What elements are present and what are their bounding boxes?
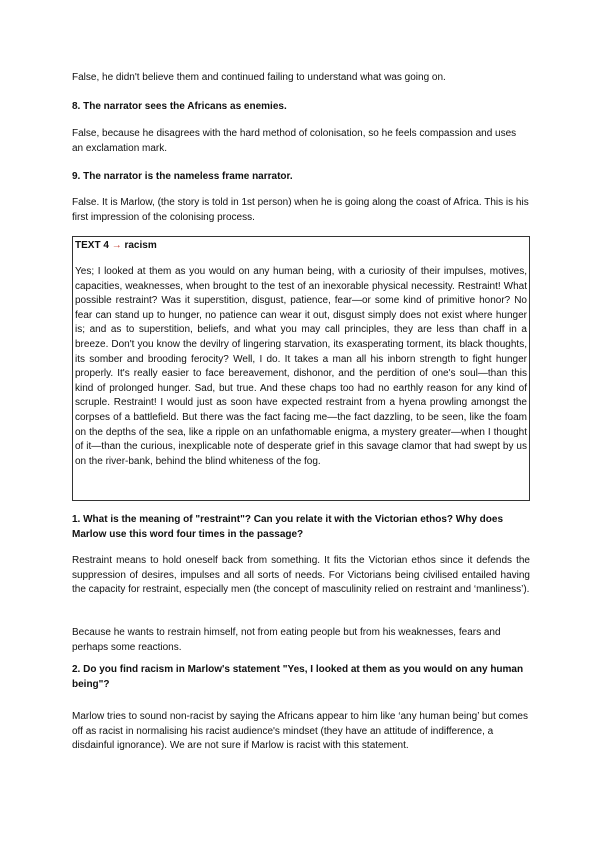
answer-9-text: False. It is Marlow, (the story is told in 1st person) when he is going along the coast of Africa. This is his first impression of the colonising process.: [72, 197, 529, 223]
answer-1-paragraph-2: Because he wants to restrain himself, not from eating people but from his weaknesses, fears and perhaps some reactions.: [72, 627, 501, 653]
answer-1-paragraph-1: Restraint means to hold oneself back from something. It fits the Victorian ethos since it defends the suppression of desires, impulses and all sorts of needs. For Victorians being civilised entailed having the capacity for restraint, especially men (the concept of masculinity relied on restraint and ‘manliness’).: [72, 555, 530, 595]
text-4-box: [72, 236, 530, 501]
text-4-label: TEXT 4: [75, 240, 109, 251]
text-4-title: [75, 239, 527, 253]
arrow-right-icon: →: [111, 240, 122, 251]
text-4-topic: racism: [124, 240, 157, 251]
question-1-heading: 1. What is the meaning of "restraint"? Can you relate it with the Victorian ethos? Why does Marlow use this word four times in the passage?: [72, 514, 504, 540]
question-9-heading: 9. The narrator is the nameless frame narrator.: [72, 171, 293, 182]
answer-8-text: False, because he disagrees with the hard method of colonisation, so he feels compassion and uses an exclamation mark.: [72, 128, 517, 154]
question-2-heading: 2. Do you find racism in Marlow's statement "Yes, I looked at them as you would on any human being"?: [72, 664, 524, 690]
answer-2-text: Marlow tries to sound non-racist by saying the Africans appear to him like ‘any human being’ but comes off as racist in normalising his racist audience's mindset (they have an attitude of indifference, a disdainful ignorance). We are not sure if Marlow is racist with this statement.: [72, 711, 528, 751]
question-8-heading: 8. The narrator sees the Africans as enemies.: [72, 101, 287, 112]
text-4-passage: Yes; I looked at them as you would on any human being, with a curiosity of their impulses, motives, capacities, weaknesses, when brought to the test of an inexorable physical necessity. Restraint! What possible restraint? Was it superstition, disgust, patience, fear—or some kind of primitive honor? No fear can stand up to hunger, no patience can wear it out, disgust simply does not exist where hunger is; and as to superstition, beliefs, and what you may call principles, they are less than chaff in a breeze. Don't you know the devilry of lingering starvation, its exasperating torment, its black thoughts, its somber and brooding ferocity? Well, I do. It takes a man all his inborn strength to fight hunger properly. It's really easier to face bereavement, dishonor, and the perdition of one's soul—than this kind of prolonged hunger. Sad, but true. And these chaps too had no earthly reason for any kind of scruple. Restraint! I would just as soon have expected restraint from a hyena prowling amongst the corpses of a battlefield. But there was the fact facing me—the fact dazzling, to be seen, like the foam on the depths of the sea, like a ripple on an unfathomable enigma, a mystery greater—when I thought of it—than the curious, inexplicable note of desperate grief in this savage clamor that had swept by us on the river-bank, behind the blind whiteness of the fog.: [75, 266, 527, 467]
answer-7-text: False, he didn't believe them and continued failing to understand what was going on.: [72, 72, 446, 83]
